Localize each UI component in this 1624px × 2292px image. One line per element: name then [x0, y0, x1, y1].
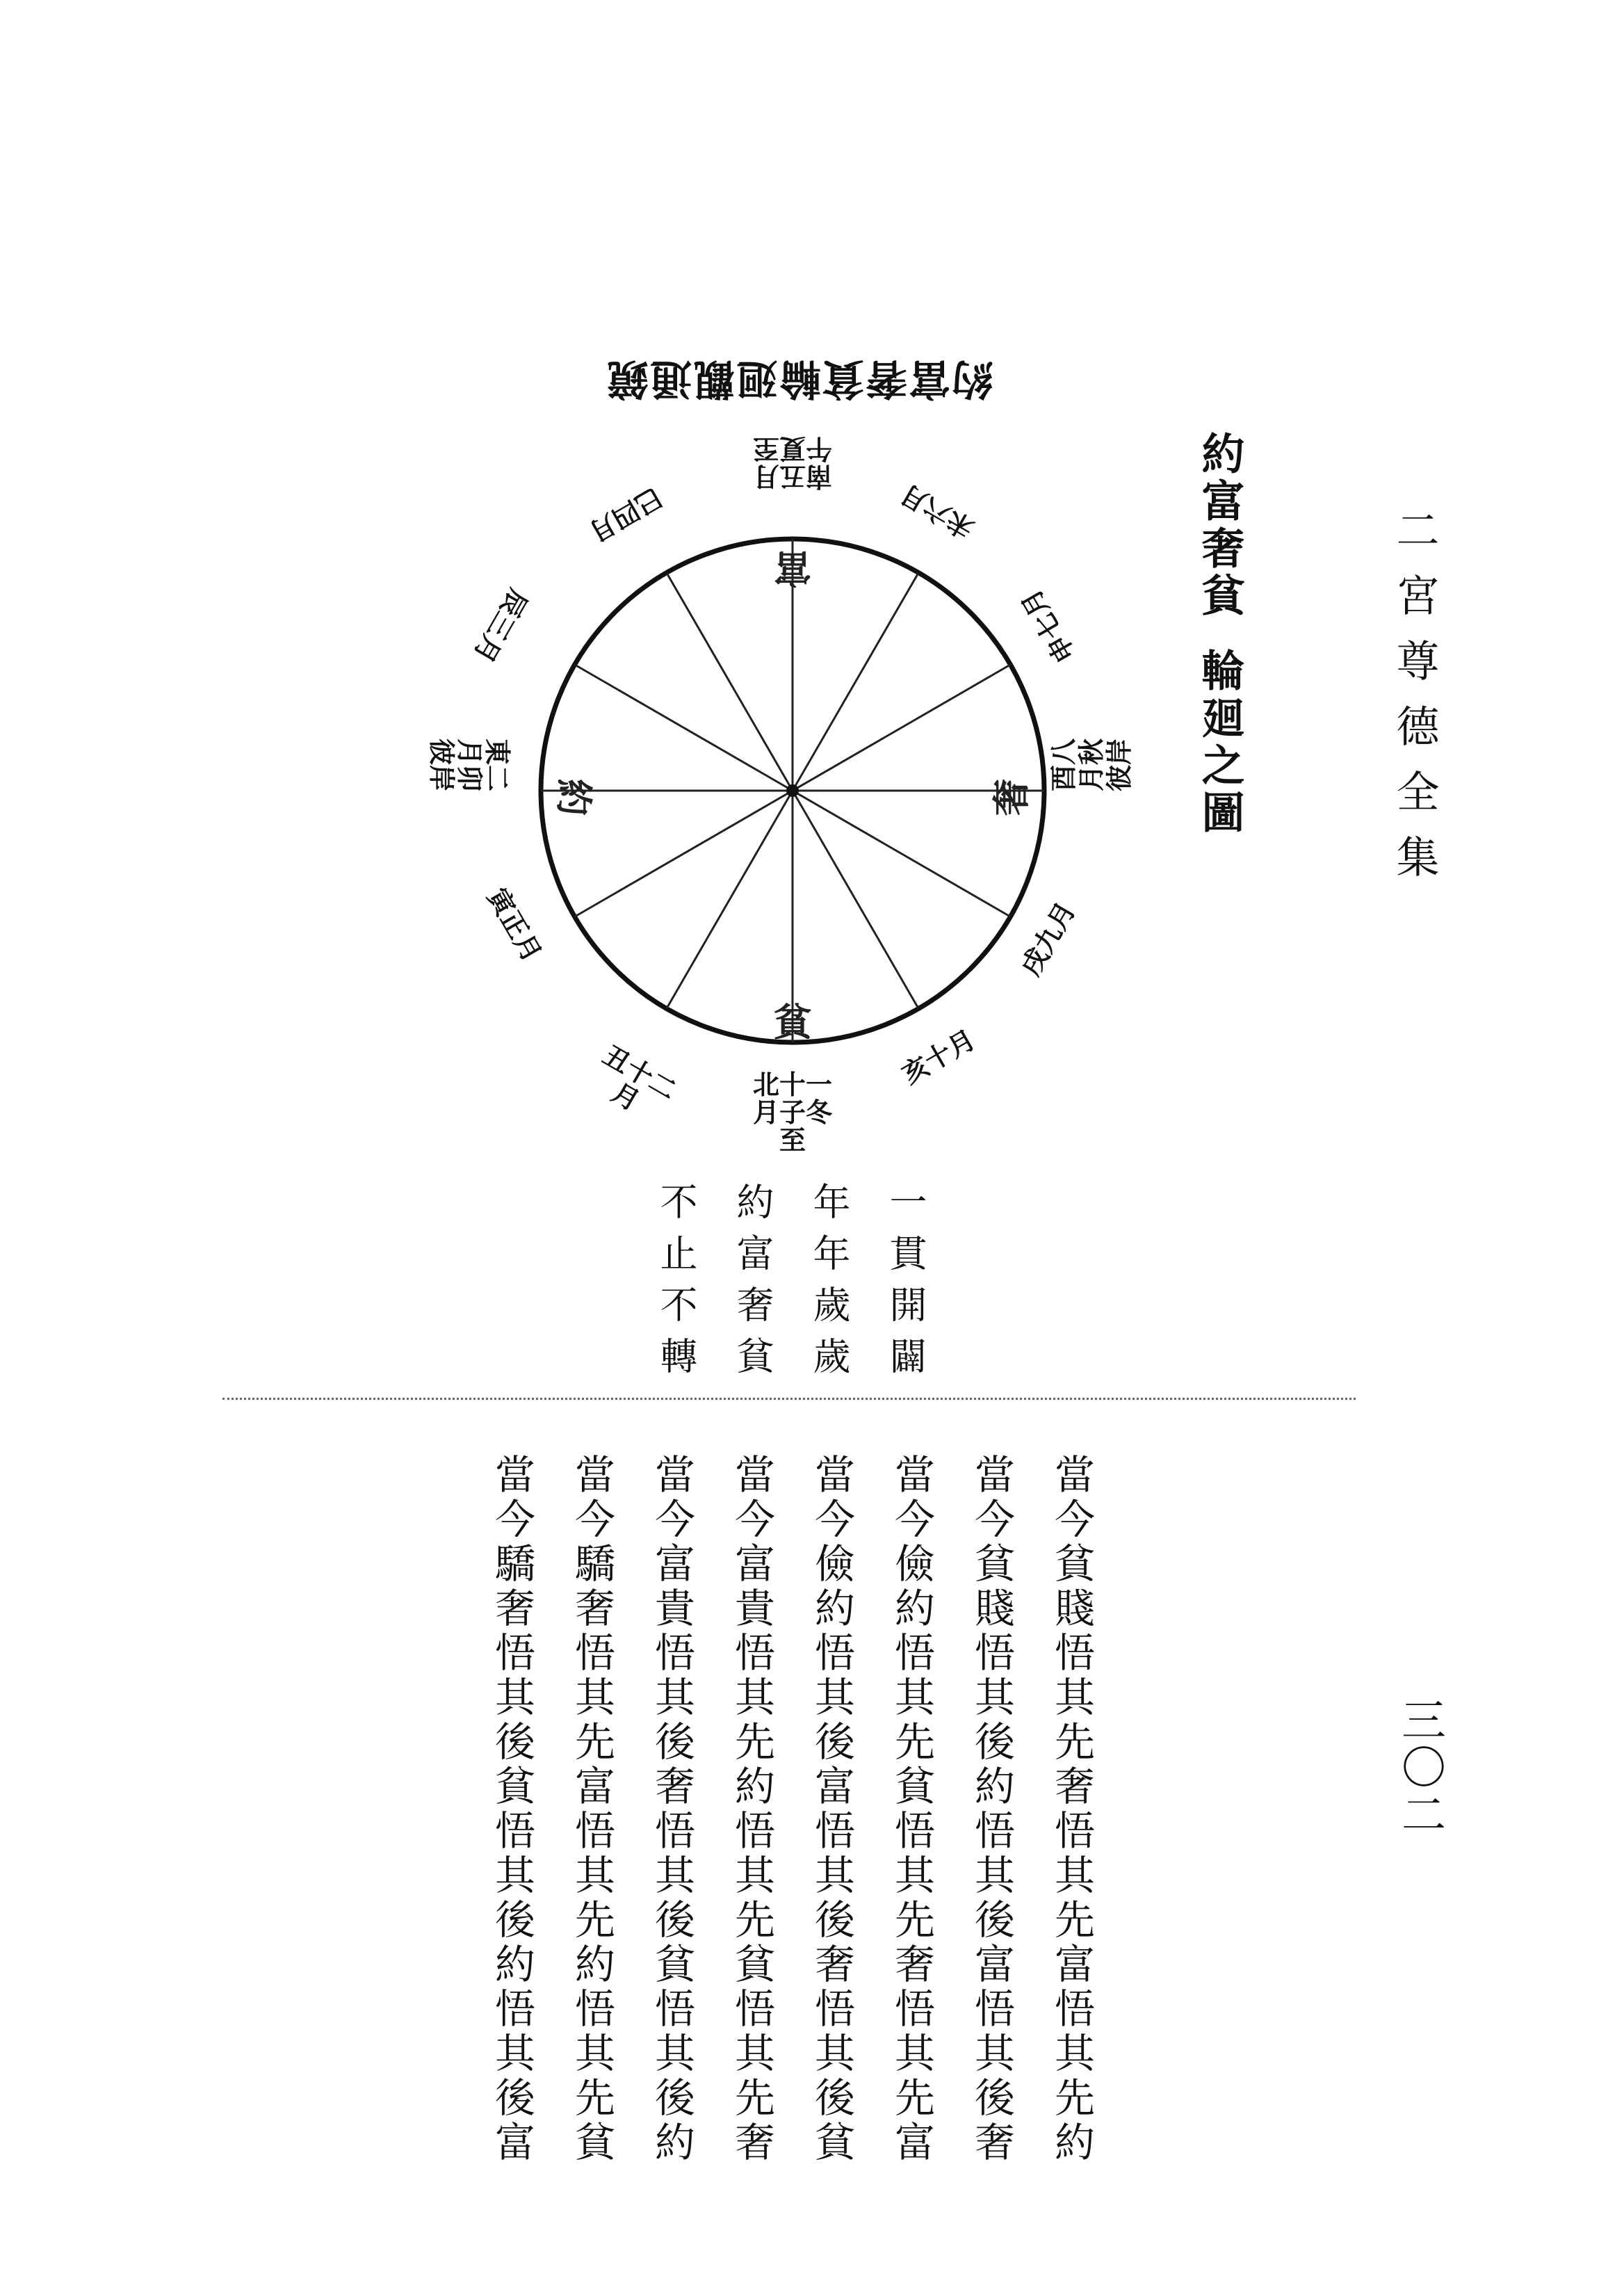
rim-label-lower-right-2: 亥十月 — [896, 1023, 981, 1090]
rim-label-lower-right-1: 戌九月 — [1014, 896, 1082, 981]
diagram-title: 約富奢貧輪廻觀通鏡 — [606, 354, 993, 403]
poem-column: 不止不轉 — [654, 1182, 698, 1388]
poem-column: 年年歲歲 — [807, 1182, 851, 1388]
text-column: 當今儉約悟其先貧悟其先奢悟其先富 — [888, 1453, 935, 2165]
figure-caption-bottom: 輪廻之圖 — [1194, 648, 1245, 837]
text-column: 當今驕奢悟其先富悟其先約悟其先貧 — [568, 1453, 615, 2165]
text-column: 當今富貴悟其先約悟其先貧悟其先奢 — [728, 1453, 775, 2165]
figure-caption-top: 約富奢貧 — [1194, 431, 1245, 620]
rim-label-lower-left-2: 寅正月 — [481, 882, 549, 967]
running-head: 二宮尊德全集 — [1389, 508, 1440, 900]
text-column: 當今驕奢悟其後貧悟其後約悟其後富 — [488, 1453, 535, 2165]
poem-column: 一貫開闢 — [884, 1182, 927, 1388]
inner-label-bottom: 貧 — [774, 1000, 811, 1044]
rim-label-left: 東二月卯彼岸 — [426, 738, 513, 791]
inner-label-right: 奢 — [989, 778, 1034, 816]
text-column: 當今貧賤悟其先奢悟其先富悟其先約 — [1048, 1453, 1095, 2165]
section-divider — [222, 1398, 1356, 1400]
rim-label-upper-left-1: 辰三月 — [467, 583, 535, 668]
rim-label-right: 酉八月秋彼岸 — [1048, 739, 1135, 792]
page-number: 三〇二 — [1394, 1697, 1445, 1839]
wheel-hub — [786, 784, 799, 797]
rim-label-top: 南五月午夏至 — [753, 433, 833, 492]
poem-column: 約富奢貧 — [731, 1182, 774, 1388]
rim-label-upper-left-2: 巳四月 — [583, 481, 668, 549]
rim-label-lower-left-1: 丑十二月 — [597, 1039, 682, 1117]
text-column: 當今富貴悟其後奢悟其後貧悟其後約 — [648, 1453, 695, 2165]
inner-label-top: 富 — [774, 546, 811, 590]
rim-label-upper-right-1: 未六月 — [895, 478, 980, 545]
inner-label-left: 約 — [551, 778, 596, 816]
rim-label-bottom: 北十一月子冬至 — [752, 1069, 832, 1156]
text-column: 當今儉約悟其後富悟其後奢悟其後貧 — [808, 1453, 855, 2165]
rim-label-upper-right-2: 申七月 — [1014, 583, 1082, 668]
text-column: 當今貧賤悟其後約悟其後富悟其後奢 — [968, 1453, 1015, 2165]
